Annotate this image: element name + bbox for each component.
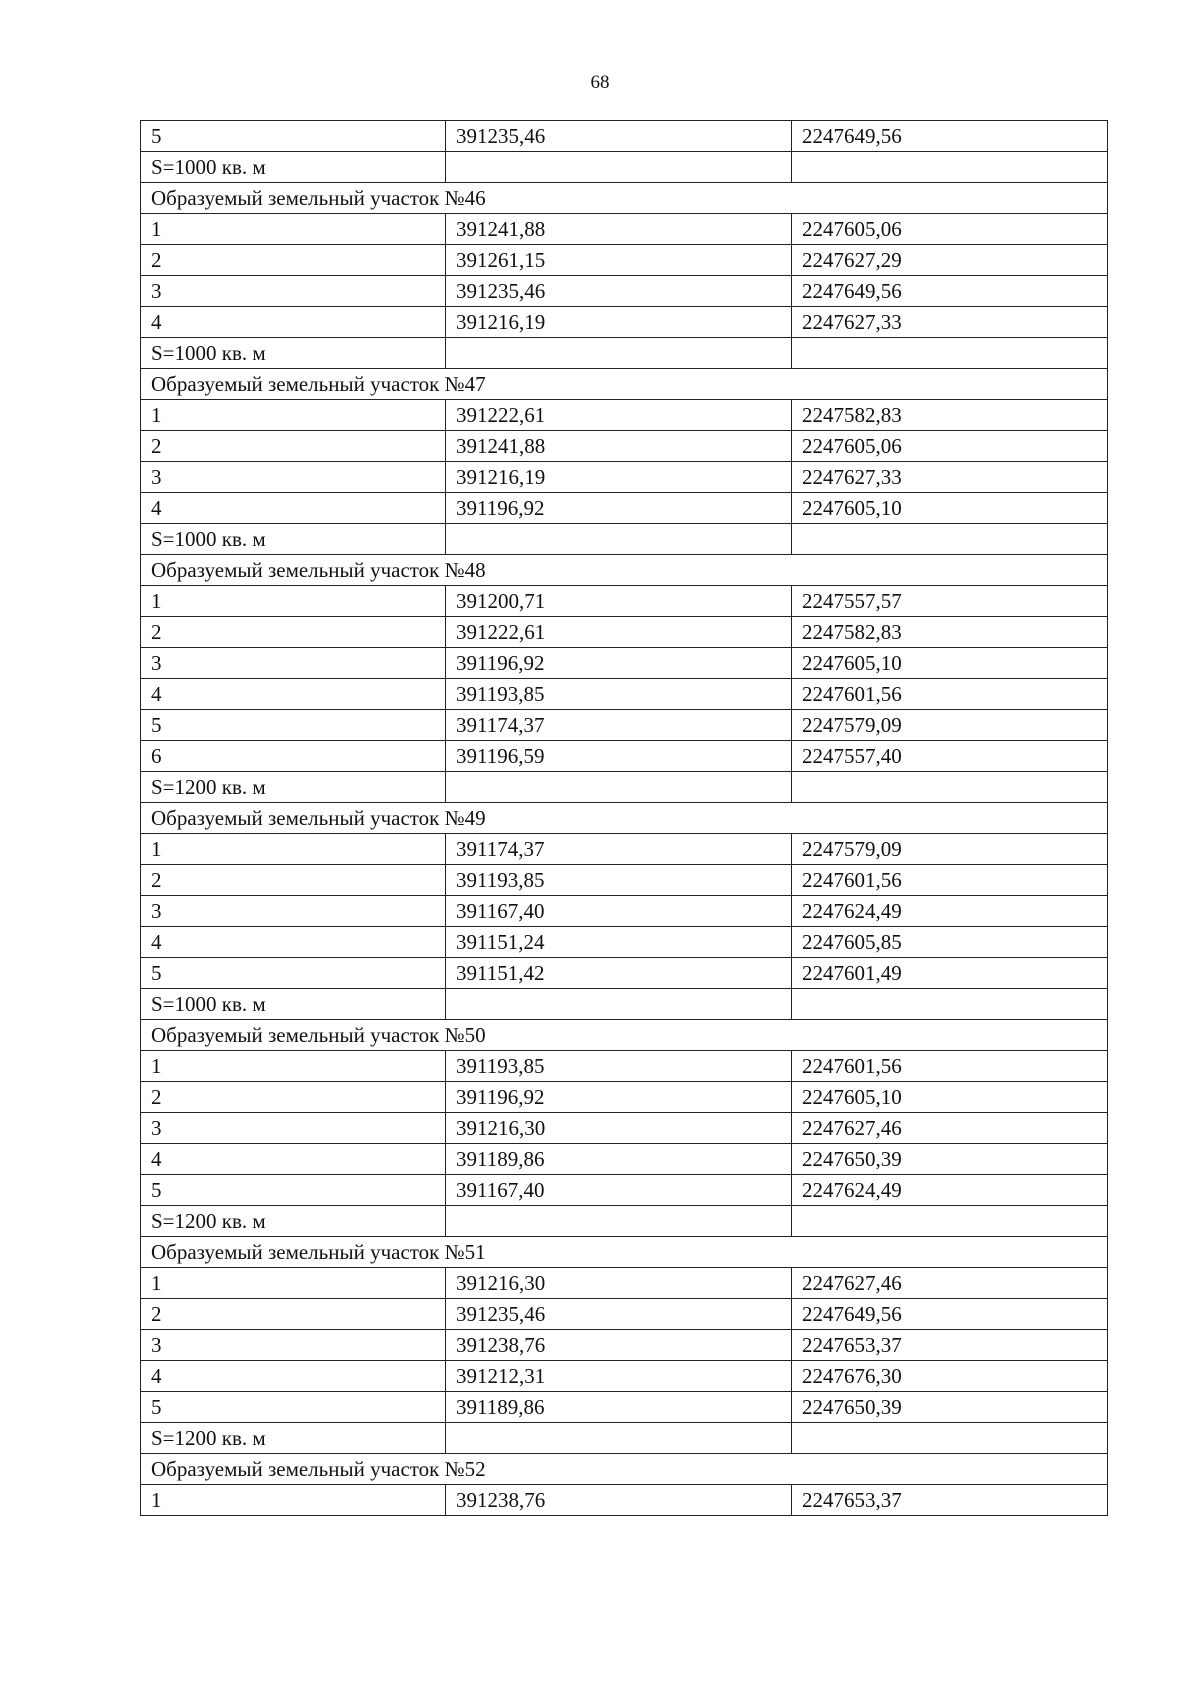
y-coordinate: 2247605,10 <box>792 648 1108 679</box>
area-row <box>141 989 1108 1020</box>
point-row <box>141 245 1108 276</box>
x-coordinate: 391216,30 <box>446 1113 792 1144</box>
point-number: 2 <box>141 245 446 276</box>
area-label: S=1200 кв. м <box>141 772 446 803</box>
point-row <box>141 307 1108 338</box>
y-coordinate: 2247649,56 <box>792 276 1108 307</box>
point-row <box>141 1113 1108 1144</box>
empty-cell <box>446 152 792 183</box>
x-coordinate: 391193,85 <box>446 679 792 710</box>
point-row <box>141 617 1108 648</box>
y-coordinate: 2247579,09 <box>792 834 1108 865</box>
coordinates-table-body <box>141 121 1108 1516</box>
point-number: 3 <box>141 276 446 307</box>
point-number: 5 <box>141 1392 446 1423</box>
point-number: 4 <box>141 927 446 958</box>
point-row <box>141 586 1108 617</box>
area-label: S=1000 кв. м <box>141 989 446 1020</box>
plot-header-row <box>141 803 1108 834</box>
point-row <box>141 958 1108 989</box>
empty-cell <box>446 524 792 555</box>
y-coordinate: 2247557,40 <box>792 741 1108 772</box>
x-coordinate: 391216,30 <box>446 1268 792 1299</box>
point-row <box>141 493 1108 524</box>
empty-cell <box>792 152 1108 183</box>
x-coordinate: 391222,61 <box>446 400 792 431</box>
point-number: 2 <box>141 431 446 462</box>
point-number: 5 <box>141 958 446 989</box>
plot-title: Образуемый земельный участок №51 <box>141 1237 1108 1268</box>
area-row <box>141 772 1108 803</box>
y-coordinate: 2247605,06 <box>792 214 1108 245</box>
point-row <box>141 431 1108 462</box>
x-coordinate: 391212,31 <box>446 1361 792 1392</box>
point-number: 3 <box>141 462 446 493</box>
x-coordinate: 391238,76 <box>446 1330 792 1361</box>
point-row <box>141 927 1108 958</box>
coordinates-table <box>140 120 1108 1516</box>
x-coordinate: 391189,86 <box>446 1144 792 1175</box>
x-coordinate: 391235,46 <box>446 276 792 307</box>
plot-header-row <box>141 369 1108 400</box>
point-number: 3 <box>141 896 446 927</box>
point-row <box>141 648 1108 679</box>
area-row <box>141 152 1108 183</box>
point-row <box>141 679 1108 710</box>
point-row <box>141 865 1108 896</box>
empty-cell <box>792 1423 1108 1454</box>
y-coordinate: 2247650,39 <box>792 1392 1108 1423</box>
y-coordinate: 2247605,06 <box>792 431 1108 462</box>
area-label: S=1200 кв. м <box>141 1206 446 1237</box>
empty-cell <box>792 1206 1108 1237</box>
point-number: 5 <box>141 710 446 741</box>
point-number: 2 <box>141 1082 446 1113</box>
y-coordinate: 2247601,56 <box>792 1051 1108 1082</box>
y-coordinate: 2247653,37 <box>792 1330 1108 1361</box>
point-number: 1 <box>141 1051 446 1082</box>
x-coordinate: 391174,37 <box>446 834 792 865</box>
y-coordinate: 2247601,49 <box>792 958 1108 989</box>
point-number: 1 <box>141 1485 446 1516</box>
empty-cell <box>446 1206 792 1237</box>
y-coordinate: 2247627,46 <box>792 1268 1108 1299</box>
x-coordinate: 391167,40 <box>446 896 792 927</box>
point-row <box>141 1330 1108 1361</box>
y-coordinate: 2247649,56 <box>792 1299 1108 1330</box>
point-row <box>141 1485 1108 1516</box>
x-coordinate: 391193,85 <box>446 1051 792 1082</box>
point-row <box>141 1361 1108 1392</box>
empty-cell <box>792 338 1108 369</box>
area-row <box>141 338 1108 369</box>
y-coordinate: 2247676,30 <box>792 1361 1108 1392</box>
plot-header-row <box>141 1020 1108 1051</box>
x-coordinate: 391196,92 <box>446 493 792 524</box>
y-coordinate: 2247605,10 <box>792 493 1108 524</box>
point-row <box>141 276 1108 307</box>
y-coordinate: 2247627,29 <box>792 245 1108 276</box>
empty-cell <box>446 1423 792 1454</box>
x-coordinate: 391151,24 <box>446 927 792 958</box>
y-coordinate: 2247624,49 <box>792 896 1108 927</box>
plot-title: Образуемый земельный участок №50 <box>141 1020 1108 1051</box>
point-number: 1 <box>141 834 446 865</box>
empty-cell <box>792 524 1108 555</box>
area-label: S=1000 кв. м <box>141 152 446 183</box>
point-row <box>141 710 1108 741</box>
area-row <box>141 524 1108 555</box>
y-coordinate: 2247650,39 <box>792 1144 1108 1175</box>
x-coordinate: 391196,92 <box>446 648 792 679</box>
y-coordinate: 2247627,46 <box>792 1113 1108 1144</box>
point-row <box>141 121 1108 152</box>
point-number: 1 <box>141 1268 446 1299</box>
x-coordinate: 391216,19 <box>446 462 792 493</box>
x-coordinate: 391216,19 <box>446 307 792 338</box>
plot-title: Образуемый земельный участок №47 <box>141 369 1108 400</box>
x-coordinate: 391241,88 <box>446 214 792 245</box>
x-coordinate: 391235,46 <box>446 121 792 152</box>
point-number: 1 <box>141 400 446 431</box>
x-coordinate: 391151,42 <box>446 958 792 989</box>
y-coordinate: 2247627,33 <box>792 307 1108 338</box>
y-coordinate: 2247605,10 <box>792 1082 1108 1113</box>
point-row <box>141 1144 1108 1175</box>
point-row <box>141 1175 1108 1206</box>
point-row <box>141 214 1108 245</box>
empty-cell <box>446 772 792 803</box>
point-number: 6 <box>141 741 446 772</box>
plot-header-row <box>141 1454 1108 1485</box>
x-coordinate: 391235,46 <box>446 1299 792 1330</box>
point-number: 4 <box>141 1361 446 1392</box>
point-number: 3 <box>141 648 446 679</box>
y-coordinate: 2247627,33 <box>792 462 1108 493</box>
point-row <box>141 1392 1108 1423</box>
plot-title: Образуемый земельный участок №49 <box>141 803 1108 834</box>
point-number: 1 <box>141 586 446 617</box>
point-number: 4 <box>141 679 446 710</box>
point-number: 5 <box>141 121 446 152</box>
x-coordinate: 391241,88 <box>446 431 792 462</box>
y-coordinate: 2247557,57 <box>792 586 1108 617</box>
point-row <box>141 1051 1108 1082</box>
point-number: 2 <box>141 865 446 896</box>
point-number: 3 <box>141 1330 446 1361</box>
empty-cell <box>792 772 1108 803</box>
point-row <box>141 462 1108 493</box>
point-number: 3 <box>141 1113 446 1144</box>
y-coordinate: 2247601,56 <box>792 865 1108 896</box>
point-number: 2 <box>141 1299 446 1330</box>
point-number: 4 <box>141 307 446 338</box>
x-coordinate: 391193,85 <box>446 865 792 896</box>
area-label: S=1200 кв. м <box>141 1423 446 1454</box>
y-coordinate: 2247582,83 <box>792 617 1108 648</box>
plot-title: Образуемый земельный участок №48 <box>141 555 1108 586</box>
y-coordinate: 2247582,83 <box>792 400 1108 431</box>
point-row <box>141 741 1108 772</box>
y-coordinate: 2247605,85 <box>792 927 1108 958</box>
y-coordinate: 2247649,56 <box>792 121 1108 152</box>
point-row <box>141 834 1108 865</box>
point-row <box>141 896 1108 927</box>
empty-cell <box>446 338 792 369</box>
empty-cell <box>792 989 1108 1020</box>
x-coordinate: 391261,15 <box>446 245 792 276</box>
point-row <box>141 1082 1108 1113</box>
point-number: 5 <box>141 1175 446 1206</box>
page-number: 68 <box>590 72 610 93</box>
x-coordinate: 391167,40 <box>446 1175 792 1206</box>
x-coordinate: 391174,37 <box>446 710 792 741</box>
point-number: 2 <box>141 617 446 648</box>
area-row <box>141 1423 1108 1454</box>
x-coordinate: 391189,86 <box>446 1392 792 1423</box>
x-coordinate: 391238,76 <box>446 1485 792 1516</box>
point-row <box>141 1268 1108 1299</box>
area-label: S=1000 кв. м <box>141 338 446 369</box>
plot-header-row <box>141 183 1108 214</box>
point-row <box>141 1299 1108 1330</box>
point-number: 4 <box>141 1144 446 1175</box>
empty-cell <box>446 989 792 1020</box>
x-coordinate: 391222,61 <box>446 617 792 648</box>
y-coordinate: 2247601,56 <box>792 679 1108 710</box>
plot-title: Образуемый земельный участок №52 <box>141 1454 1108 1485</box>
y-coordinate: 2247653,37 <box>792 1485 1108 1516</box>
area-label: S=1000 кв. м <box>141 524 446 555</box>
plot-header-row <box>141 1237 1108 1268</box>
x-coordinate: 391196,92 <box>446 1082 792 1113</box>
point-number: 1 <box>141 214 446 245</box>
plot-title: Образуемый земельный участок №46 <box>141 183 1108 214</box>
point-row <box>141 400 1108 431</box>
y-coordinate: 2247579,09 <box>792 710 1108 741</box>
x-coordinate: 391200,71 <box>446 586 792 617</box>
area-row <box>141 1206 1108 1237</box>
y-coordinate: 2247624,49 <box>792 1175 1108 1206</box>
plot-header-row <box>141 555 1108 586</box>
x-coordinate: 391196,59 <box>446 741 792 772</box>
point-number: 4 <box>141 493 446 524</box>
